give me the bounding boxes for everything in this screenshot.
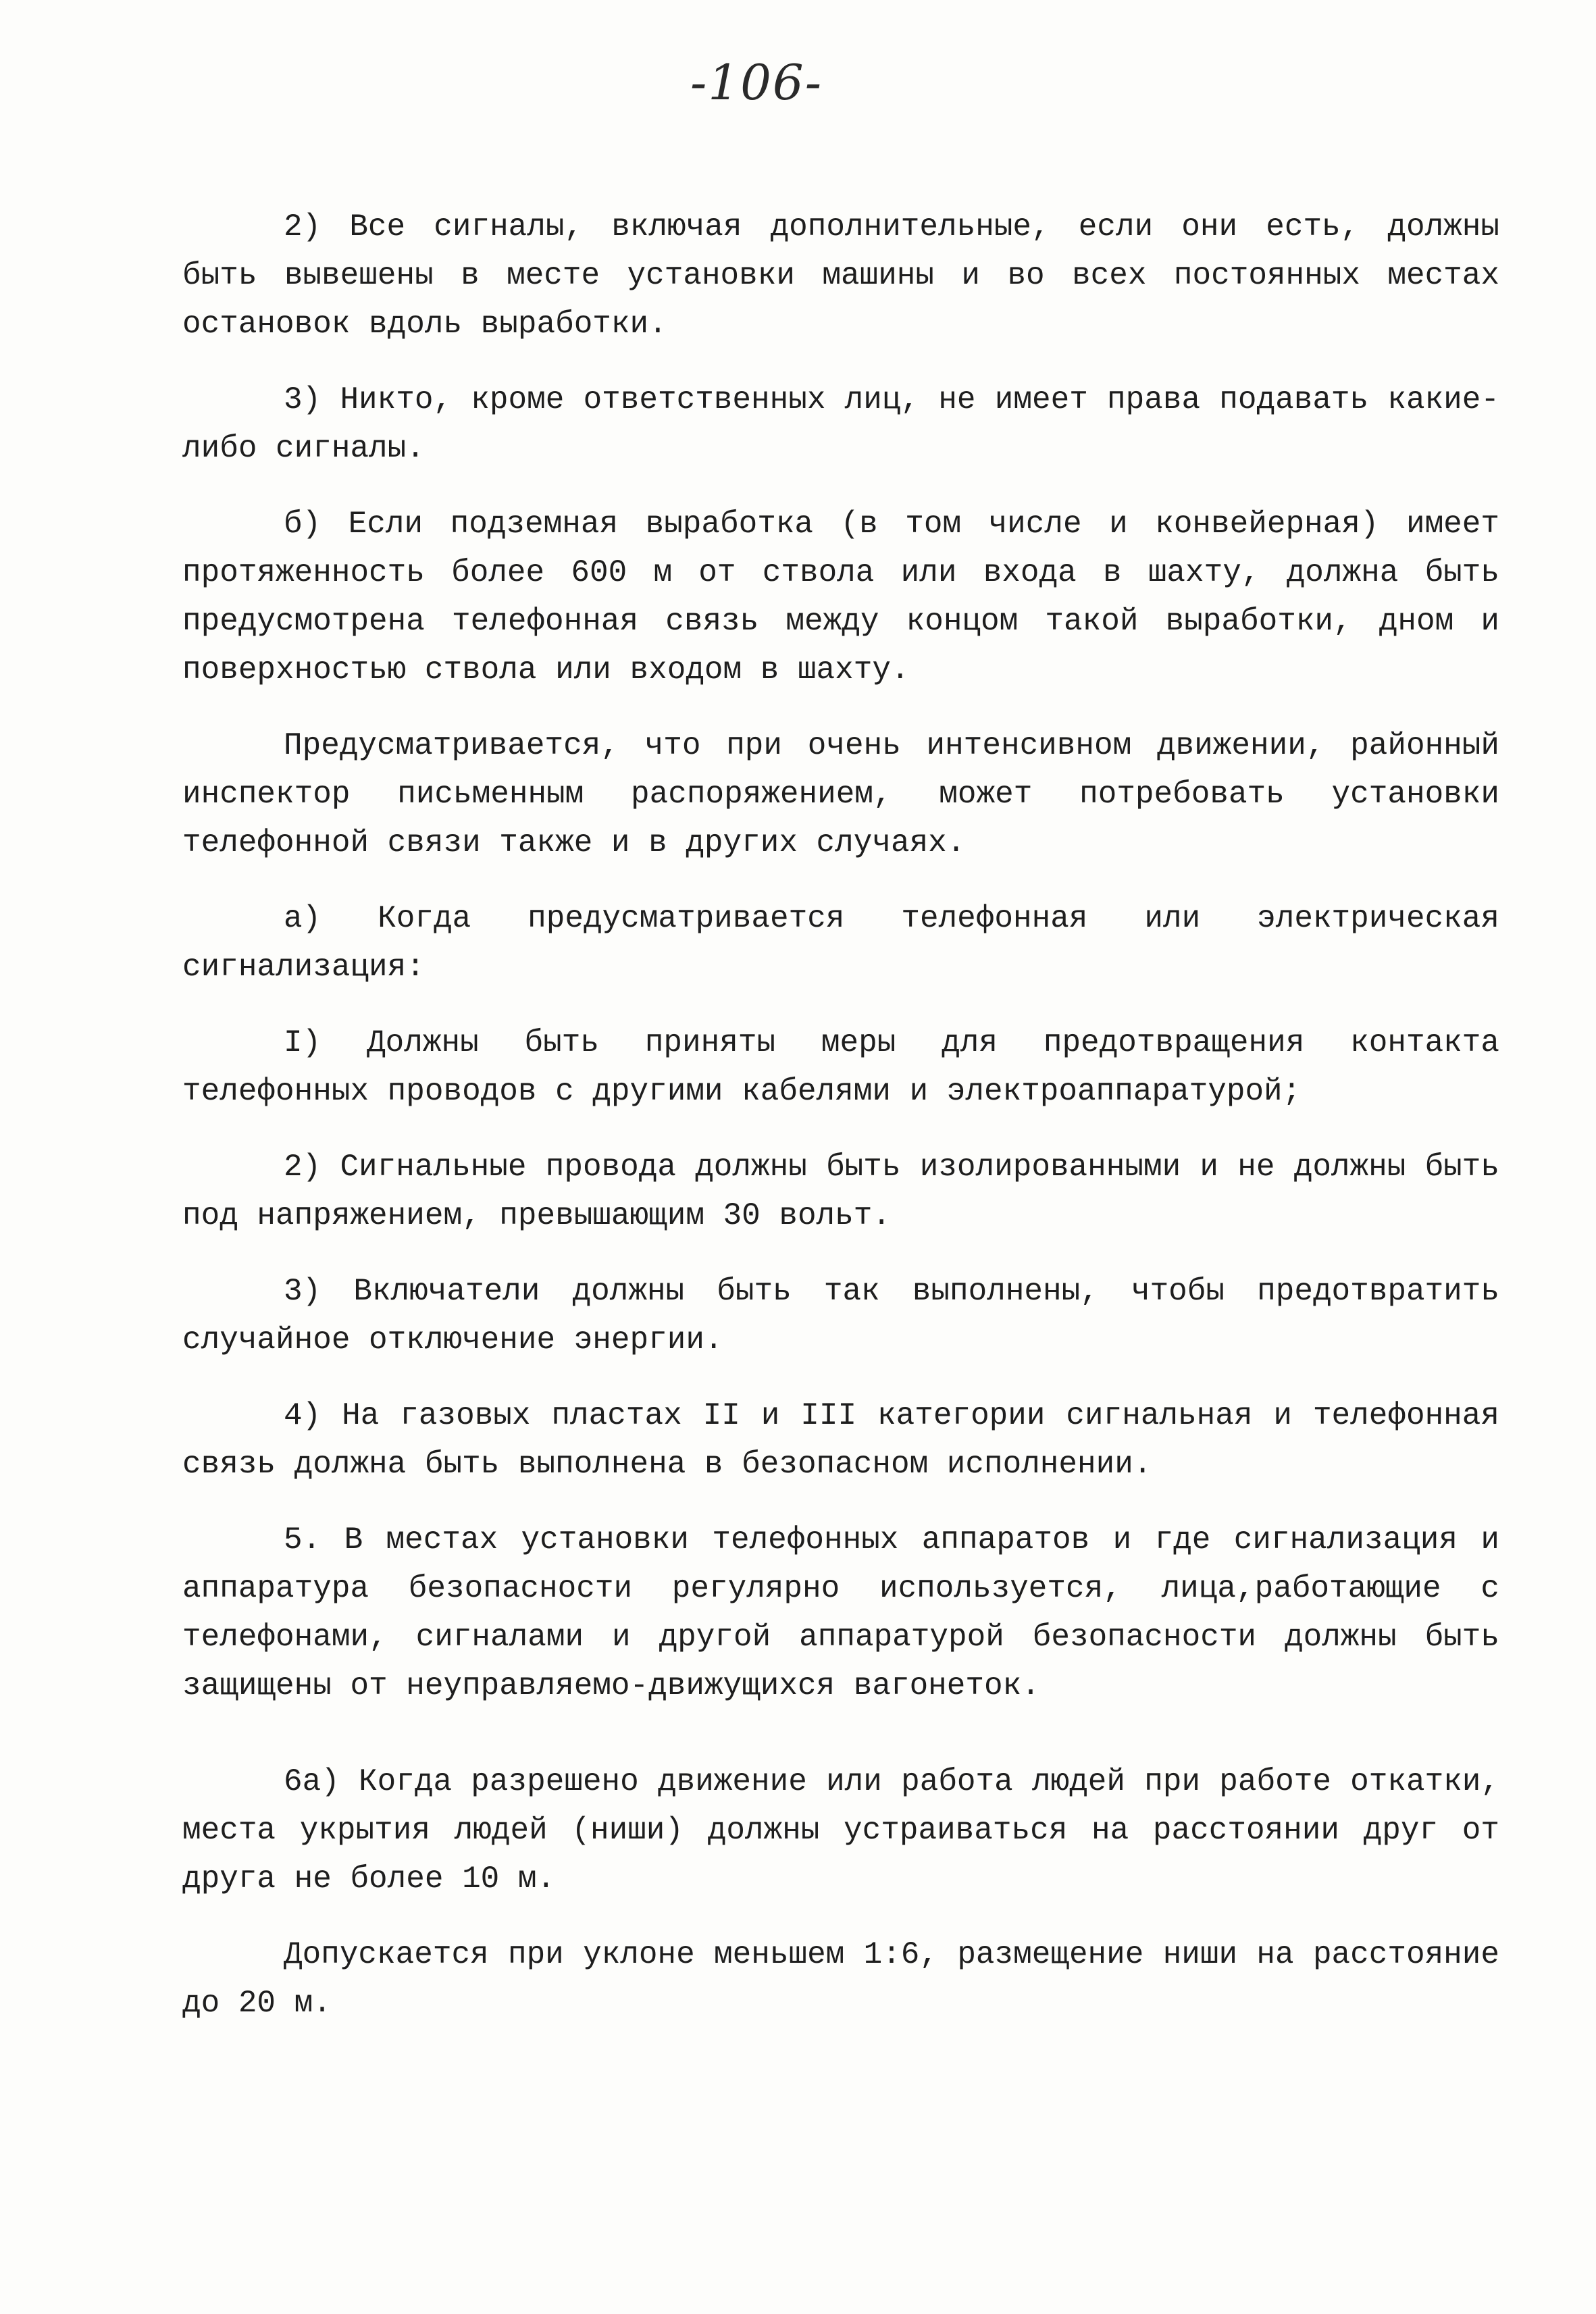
paragraph-responsible-persons: 3) Никто, кроме ответственных лиц, не имеет права подавать какие-либо сигналы. [182, 382, 1499, 466]
paragraph-telephone-600m: б) Если подземная выработка (в том числе и конвейерная) имеет протяженность более 600 м от ствола или входа в шахту, должна быть предусмотрена телефонная связь между концом такой выработки, дном и поверхностью ствола или входом в шахту. [182, 507, 1499, 688]
paragraph-gas-seams: 4) На газовых пластах II и III категории сигнальная и телефонная связь должна быть выполнена в безопасном исполнении. [182, 1398, 1499, 1482]
document-body [182, 203, 1499, 2055]
page-number: -106- [690, 54, 823, 111]
paragraph-insulated-wires: 2) Сигнальные провода должны быть изолированными и не должны быть под напряжением, превышающим 30 вольт. [182, 1150, 1499, 1233]
paragraph-slope-exception: Допускается при уклоне меньшем 1:6, размещение ниши на расстояние до 20 м. [182, 1937, 1499, 2021]
paragraph-inspector-order: Предусматривается, что при очень интенсивном движении, районный инспектор письменным распоряжением, может потребовать установки телефонной связи также и в других случаях. [182, 728, 1499, 860]
paragraph-contact-prevention: I) Должны быть приняты меры для предотвращения контакта телефонных проводов с другими кабелями и электроаппаратурой; [182, 1025, 1499, 1109]
paragraph-switches: 3) Включатели должны быть так выполнены, чтобы предотвратить случайное отключение энергии. [182, 1274, 1499, 1358]
paragraph-refuge-niches: 6а) Когда разрешено движение или работа людей при работе откатки, места укрытия людей (ниши) должны устраиваться на расстоянии друг от друга не более 10 м. [182, 1764, 1499, 1897]
paragraph-signalling-intro: а) Когда предусматривается телефонная или электрическая сигнализация: [182, 901, 1499, 985]
paragraph-protection-wagons: 5. В местах установки телефонных аппаратов и где сигнализация и аппаратура безопасности регулярно используется, лица,работающие с телефонами, сигналами и другой аппаратурой безопасности должны быть защищены от неуправляемо-движущихся вагонеток. [182, 1522, 1499, 1703]
paragraph-signals-posted: 2) Все сигналы, включая дополнительные, если они есть, должны быть вывешены в месте установки машины и во всех постоянных местах остановок вдоль выработки. [182, 209, 1499, 342]
